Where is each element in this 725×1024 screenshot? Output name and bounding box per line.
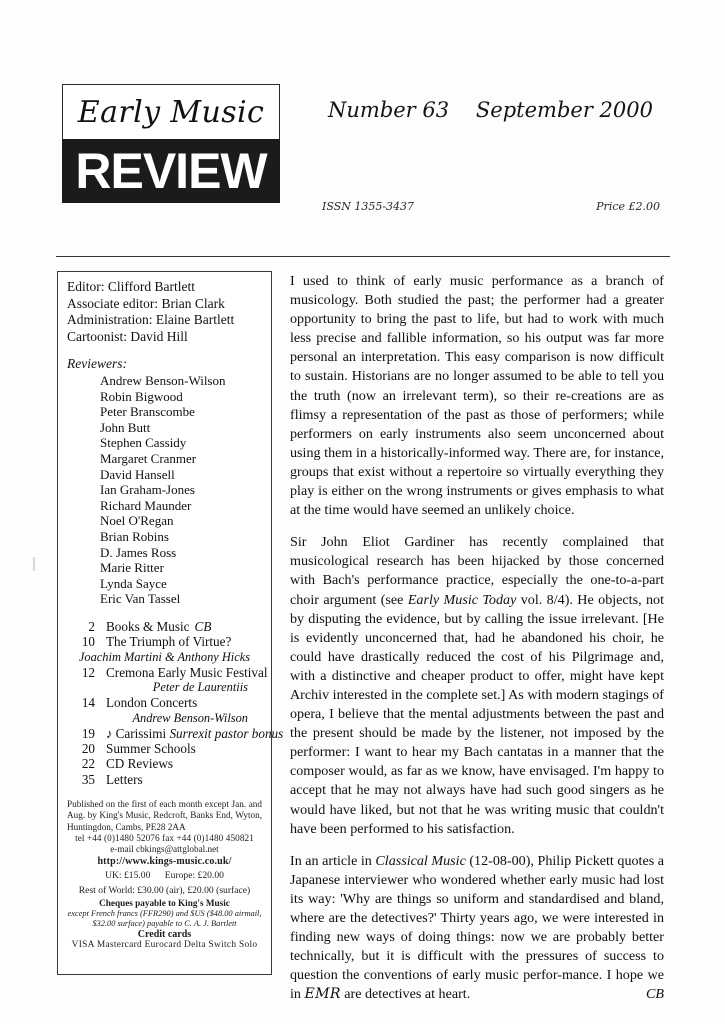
list-item: Lynda Sayce <box>100 575 167 591</box>
scan-edge-artifact <box>33 557 35 571</box>
music-note-icon: ♪ <box>106 725 113 741</box>
publication-statement: Published on the first of each month except Jan. and Aug. by King's Music, Redcroft, Banks End, Wyton, Huntingdon, Cambs, PE28 2AA <box>67 799 262 832</box>
toc-title-text: Books & Music <box>106 618 190 634</box>
staff-list <box>67 279 262 345</box>
paragraph-2-text-a: Sir John Eliot Gardiner has recently complained that musicological research has been hijacked by those concerned with Bach's performance practice, especially the one-to-a-part choir argument (see <box>290 534 664 608</box>
toc-entry-summer-schools[interactable] <box>67 741 262 756</box>
paragraph-3-text-b: (12-08-00), Philip Pickett quotes a Japanese interviewer who wondered whether early music had lost its way: 'Why are things so uniform and standardised and bland, where are the detectives?' Thirty years ago, we were interested in finding new ways of doing things: now we are probably better technically, but it is difficult with the pressures of success to question the conventions of early music perfor-mance. I hope we in <box>290 852 664 1003</box>
paragraph-1-text: I used to think of early music performance as a branch of musicology. Both studied the past; the performer had a greater opportunity to bring the past to life, but had to work with much less precise and fallible information, so his output was far more personal an interpretation. This easy comparison is now difficult to sustain. Historians are no longer assumed to be able to tell you the truth (now an irrelevant term), so their re-creations are as flimsy a representation of the past as those of performers; while performers on early instruments also seem unconcerned about using them in a historically-informed way. There are, for instance, groups that exist without a repertoire so virtually everything they play is either on the wrong instruments or gives emphasis to what at the time would have seemed an unlikely choice. <box>290 273 664 519</box>
subscription-rates-uk-europe <box>67 870 262 881</box>
list-item: Andrew Benson-Wilson <box>100 373 226 388</box>
toc-page-number: 12 <box>81 664 95 680</box>
paragraph-3-text-a: In an article in <box>290 852 376 869</box>
paragraph-2-text-b: vol. 8/4). He objects, not by disputing the evidence, but by calling the issue irrelevant. [He is evidently unconcerned that, had he abandoned his choir, he could have drastically reduced the cost of his Pilgrimage and, with a distinctive and cheaper product to offer, might have kept Archiv interested in the complete set.] As with modern stagings of opera, I believe that the mental adjustments between the past and the present should be made by the listener, not imposed by the performer: I want to hear my Bach cantatas in a manner that the composer would, as far as we know, have envisaged. I'm happy to accept that he may not always have had such good singers as he would have liked, but not that he was writing music that couldn't have been performed to his satisfaction. <box>290 591 665 837</box>
toc-page-number: 20 <box>81 740 95 756</box>
telephone-fax: tel +44 (0)1480 52076 fax +44 (0)1480 450821 <box>75 832 254 843</box>
toc-title: London Concerts <box>106 695 198 711</box>
email-address[interactable]: e-mail cbkings@attglobal.net <box>110 843 219 854</box>
list-item: Robin Bigwood <box>100 388 183 404</box>
toc-byline-inline: CB <box>194 618 212 634</box>
list-item: D. James Ross <box>100 544 177 560</box>
toc-entry-cd-reviews[interactable] <box>67 756 262 771</box>
article-paragraph-3 <box>290 852 664 1005</box>
list-item: David Hansell <box>100 466 175 482</box>
editorial-article <box>290 272 664 1004</box>
cheques-note: Cheques payable to King's Music <box>99 897 230 908</box>
staff-cartoonist: Cartoonist: David Hill <box>67 328 188 344</box>
website-url[interactable]: http://www.kings-music.co.uk/ <box>97 856 232 868</box>
rate-uk: UK: £15.00 <box>105 870 151 882</box>
list-item: Marie Ritter <box>100 560 164 576</box>
toc-title: Cremona Early Music Festival <box>106 664 268 680</box>
toc-title <box>106 726 283 741</box>
masthead-title: Early Music <box>77 94 265 130</box>
header-divider-rule <box>56 256 670 257</box>
price: Price £2.00 <box>596 200 660 213</box>
toc-byline: Joachim Martini & Anthony Hicks <box>78 649 251 664</box>
reviewers-heading: Reviewers: <box>67 356 127 371</box>
list-item: Brian Robins <box>100 528 169 544</box>
toc-page-number: 19 <box>81 725 95 741</box>
staff-editor: Editor: Clifford Bartlett <box>67 279 195 294</box>
toc-entry-carissimi[interactable] <box>67 725 284 741</box>
table-of-contents <box>67 618 284 787</box>
list-item: Stephen Cassidy <box>100 435 187 451</box>
issue-header <box>320 98 665 122</box>
issue-meta <box>322 200 660 213</box>
masthead-title-box <box>62 84 280 139</box>
toc-page-number: 35 <box>81 771 95 787</box>
toc-byline: Andrew Benson-Wilson <box>132 710 248 725</box>
toc-title: Summer Schools <box>106 740 196 756</box>
sidebar-panel <box>57 271 284 975</box>
toc-title: Letters <box>106 771 143 787</box>
credit-cards-accepted: VISA Mastercard Eurocard Delta Switch Solo <box>71 940 258 951</box>
toc-title: CD Reviews <box>106 756 174 772</box>
article-paragraph-2 <box>290 533 664 839</box>
masthead-review-word: REVIEW <box>75 143 267 199</box>
toc-entry-triumph-of-virtue[interactable] <box>67 634 262 649</box>
toc-title-text: Carissimi <box>115 725 170 741</box>
toc-page-number: 2 <box>88 618 95 634</box>
list-item: Ian Graham-Jones <box>100 482 195 498</box>
list-item: Margaret Cranmer <box>100 450 197 466</box>
toc-page-number: 10 <box>81 634 95 650</box>
toc-entry-books-and-music[interactable] <box>67 619 262 634</box>
toc-byline: Peter de Laurentiis <box>152 680 248 695</box>
reviewers-list <box>67 373 262 607</box>
rate-europe: Europe: £20.00 <box>164 870 224 882</box>
toc-page-number: 22 <box>81 756 95 772</box>
issn: ISSN 1355-3437 <box>322 200 415 213</box>
currency-exception-note: except French francs (FFR290) and $US ($48.00 airmail, $32.00 surface) payable to C. A. J. Bartlett <box>67 908 262 928</box>
toc-title-italic: Surrexit pastor bonus <box>169 725 284 741</box>
citation-classical-music: Classical Music <box>375 852 466 869</box>
toc-title: The Triumph of Virtue? <box>106 634 232 650</box>
rate-rest-of-world: Rest of World: £30.00 (air), £20.00 (surface) <box>78 884 251 896</box>
staff-administration: Administration: Elaine Bartlett <box>67 312 235 327</box>
emr-abbreviation: EMR <box>304 986 341 1003</box>
article-paragraph-1 <box>290 272 664 520</box>
list-item: Richard Maunder <box>100 497 192 513</box>
list-item: Noel O'Regan <box>100 513 174 529</box>
toc-page-number: 14 <box>81 695 95 711</box>
article-signoff: CB <box>645 986 664 1003</box>
toc-entry-london-concerts[interactable] <box>67 695 262 710</box>
toc-title <box>106 619 211 634</box>
paragraph-3-text-c: are detectives at heart. <box>340 986 471 1003</box>
masthead-logo <box>62 84 280 203</box>
credit-cards-heading: Credit cards <box>137 928 192 940</box>
toc-entry-cremona-festival[interactable] <box>67 664 268 680</box>
list-item: John Butt <box>100 419 151 435</box>
staff-associate-editor: Associate editor: Brian Clark <box>67 295 225 311</box>
issue-date: September 2000 <box>475 98 653 122</box>
issue-number: Number 63 <box>328 98 450 122</box>
toc-entry-letters[interactable] <box>67 772 262 787</box>
masthead-review-box <box>62 139 280 203</box>
list-item: Peter Branscombe <box>100 404 195 420</box>
imprint-block <box>67 799 262 951</box>
citation-early-music-today: Early Music Today <box>407 591 517 608</box>
list-item: Eric Van Tassel <box>100 591 181 607</box>
